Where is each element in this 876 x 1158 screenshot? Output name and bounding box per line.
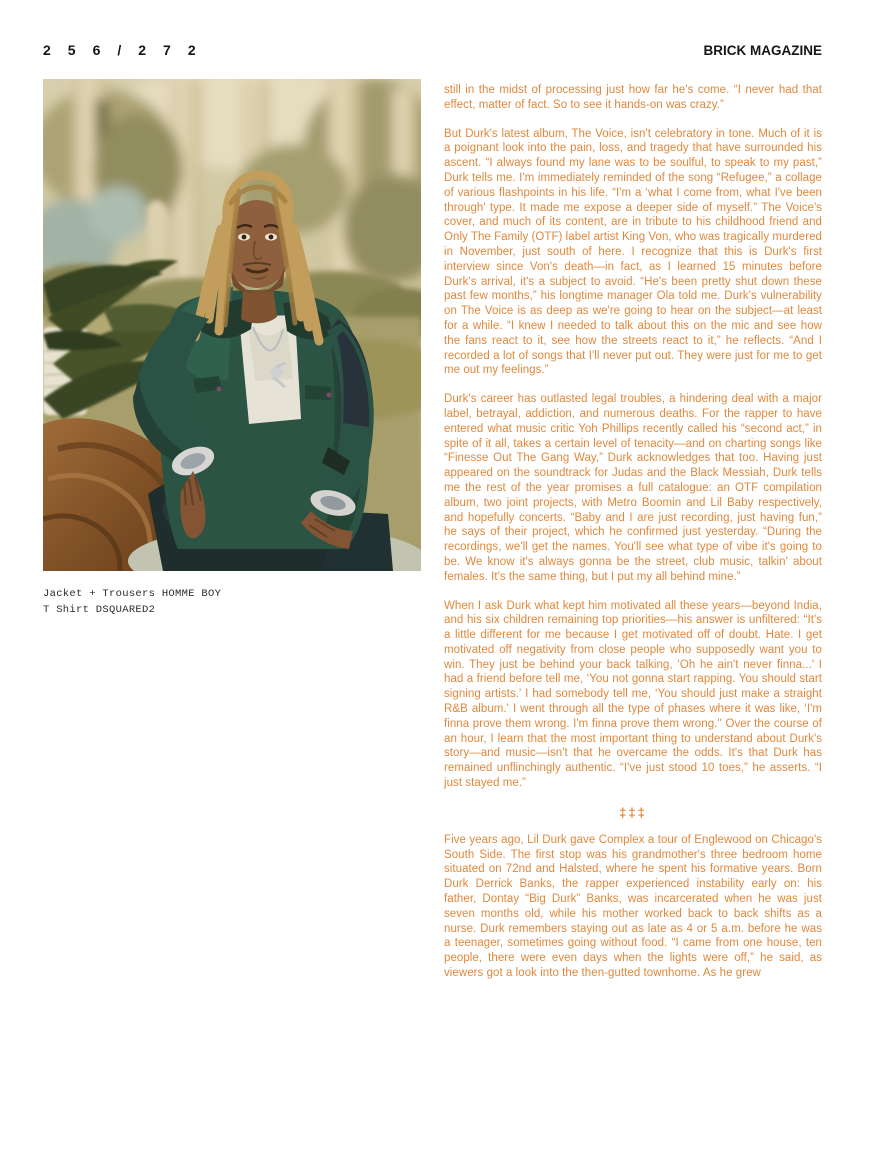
- caption-line-2: T Shirt DSQUARED2: [43, 604, 156, 616]
- photo-caption: [43, 586, 421, 618]
- magazine-title: BRICK MAGAZINE: [703, 43, 822, 58]
- photo-figure: [43, 79, 421, 618]
- article-paragraph: But Durk's latest album, The Voice, isn't celebratory in tone. Much of it is a poignant look into the pain, loss, and tragedy that have surrounded his ascent. “I always found my lane was to be soulful, to speak to my past,” Durk tells me. I'm immediately reminded of the song “Refugee,” a collage of various flashpoints in his life. “I'm a ‘what I come from, what I've been through' type. It made me expose a deeper side of myself.” The Voice's cover, and much of its content, are in tribute to his childhood friend and Only The Family (OTF) label artist King Von, who was tragically murdered in November, just south of here. I recognize that this is Durk's first interview since Von's death—in fact, as I learned 15 minutes before Durk's arrival, it's a subject to avoid. “He's been pretty shut down these past few months,” his longtime manager Ola told me. Durk's vulnerability on The Voice is as deep as we're going to hear on the subject—at least for a while. “I knew I needed to talk about this on the mic and see how the fans react to it, see how the streets react to it,” he reflects. “And I recorded a lot of songs that I'll never put out. They were just for me to get me out my feelings.”: [444, 127, 822, 377]
- article-paragraph: Durk's career has outlasted legal troubles, a hindering deal with a major label, betrayal, addiction, and numerous deaths. For the rapper to have entered what music critic Yoh Phillips recently called his “second act,” in spite of it all, takes a certain level of tenacity—and on charting songs like “Finesse Out The Gang Way,” Durk acknowledges that too. Having just appeared on the soundtrack for Judas and the Black Messiah, Durk tells me the rest of the year promises a full catalogue: an OTF compilation album, two joint projects, with Metro Boomin and Lil Baby respectively, and hopefully concerts. “Baby and I are just recording, just having fun,” he says of their project, which he confirmed just yesterday. “During the recordings, we'll get the names. You'll see what type of vibe it's going to be. We know it's always gonna be the street, club music, talkin' about females. It's the same thing, but I put my all behind mine.”: [444, 393, 822, 583]
- article-paragraph: Five years ago, Lil Durk gave Complex a tour of Englewood on Chicago's South Side. The first stop was his grandmother's three bedroom home situated on 72nd and Halsted, where he spent his formative years. Born Durk Derrick Banks, the rapper experienced instability early on: his father, Dontay “Big Durk” Banks, was incarcerated when he was just seven months old, while his mother worked back to back shifts as a nurse. Durk remembers staying out as late as 4 or 5 a.m. before he was a teenager, sometimes going without food. “I came from one house, ten people, there were even days when the lights were off,” he said, as viewers got a look into the then-gutted townhome. As he grew: [444, 833, 822, 980]
- article-paragraph: still in the midst of processing just how far he's come. “I never had that effect, matter of fact. So to see it hands-on was crazy.”: [444, 84, 822, 111]
- section-divider-glyphs: ‡‡‡: [619, 804, 647, 820]
- page-folio: 256/272: [43, 42, 213, 58]
- page-header: [43, 42, 822, 62]
- photo-illustration: [43, 79, 421, 571]
- article-body: [444, 83, 822, 995]
- lil-durk-photo: [43, 79, 421, 571]
- caption-line-1: Jacket + Trousers HOMME BOY: [43, 588, 222, 600]
- warm-wash-overlay: [43, 79, 421, 571]
- article-paragraph: When I ask Durk what kept him motivated all these years—beyond India, and his six children remaining top priorities—his answer is unfiltered: “It's a little different for me because I get motivated off of doubt. Hate. I get motivated off negativity from close people who supposedly want you to win. They just be behind your back talking, ‘Oh he ain't never finna...' I had a friend before tell me, ‘You not gonna start rapping. You should start signing artists.' I had somebody tell me, ‘You should just make a straight R&B album.' I went through all the type of phases where it was like, ‘I'm finna prove them wrong. I'm finna prove them wrong.'' Over the course of an hour, I learn that the most important thing to understand about Durk's story—and music—isn't that he overcame the odds. It's that Durk has remained unflinchingly authentic. “I've just stood 10 toes,” he asserts. “I just stayed me.”: [444, 599, 822, 790]
